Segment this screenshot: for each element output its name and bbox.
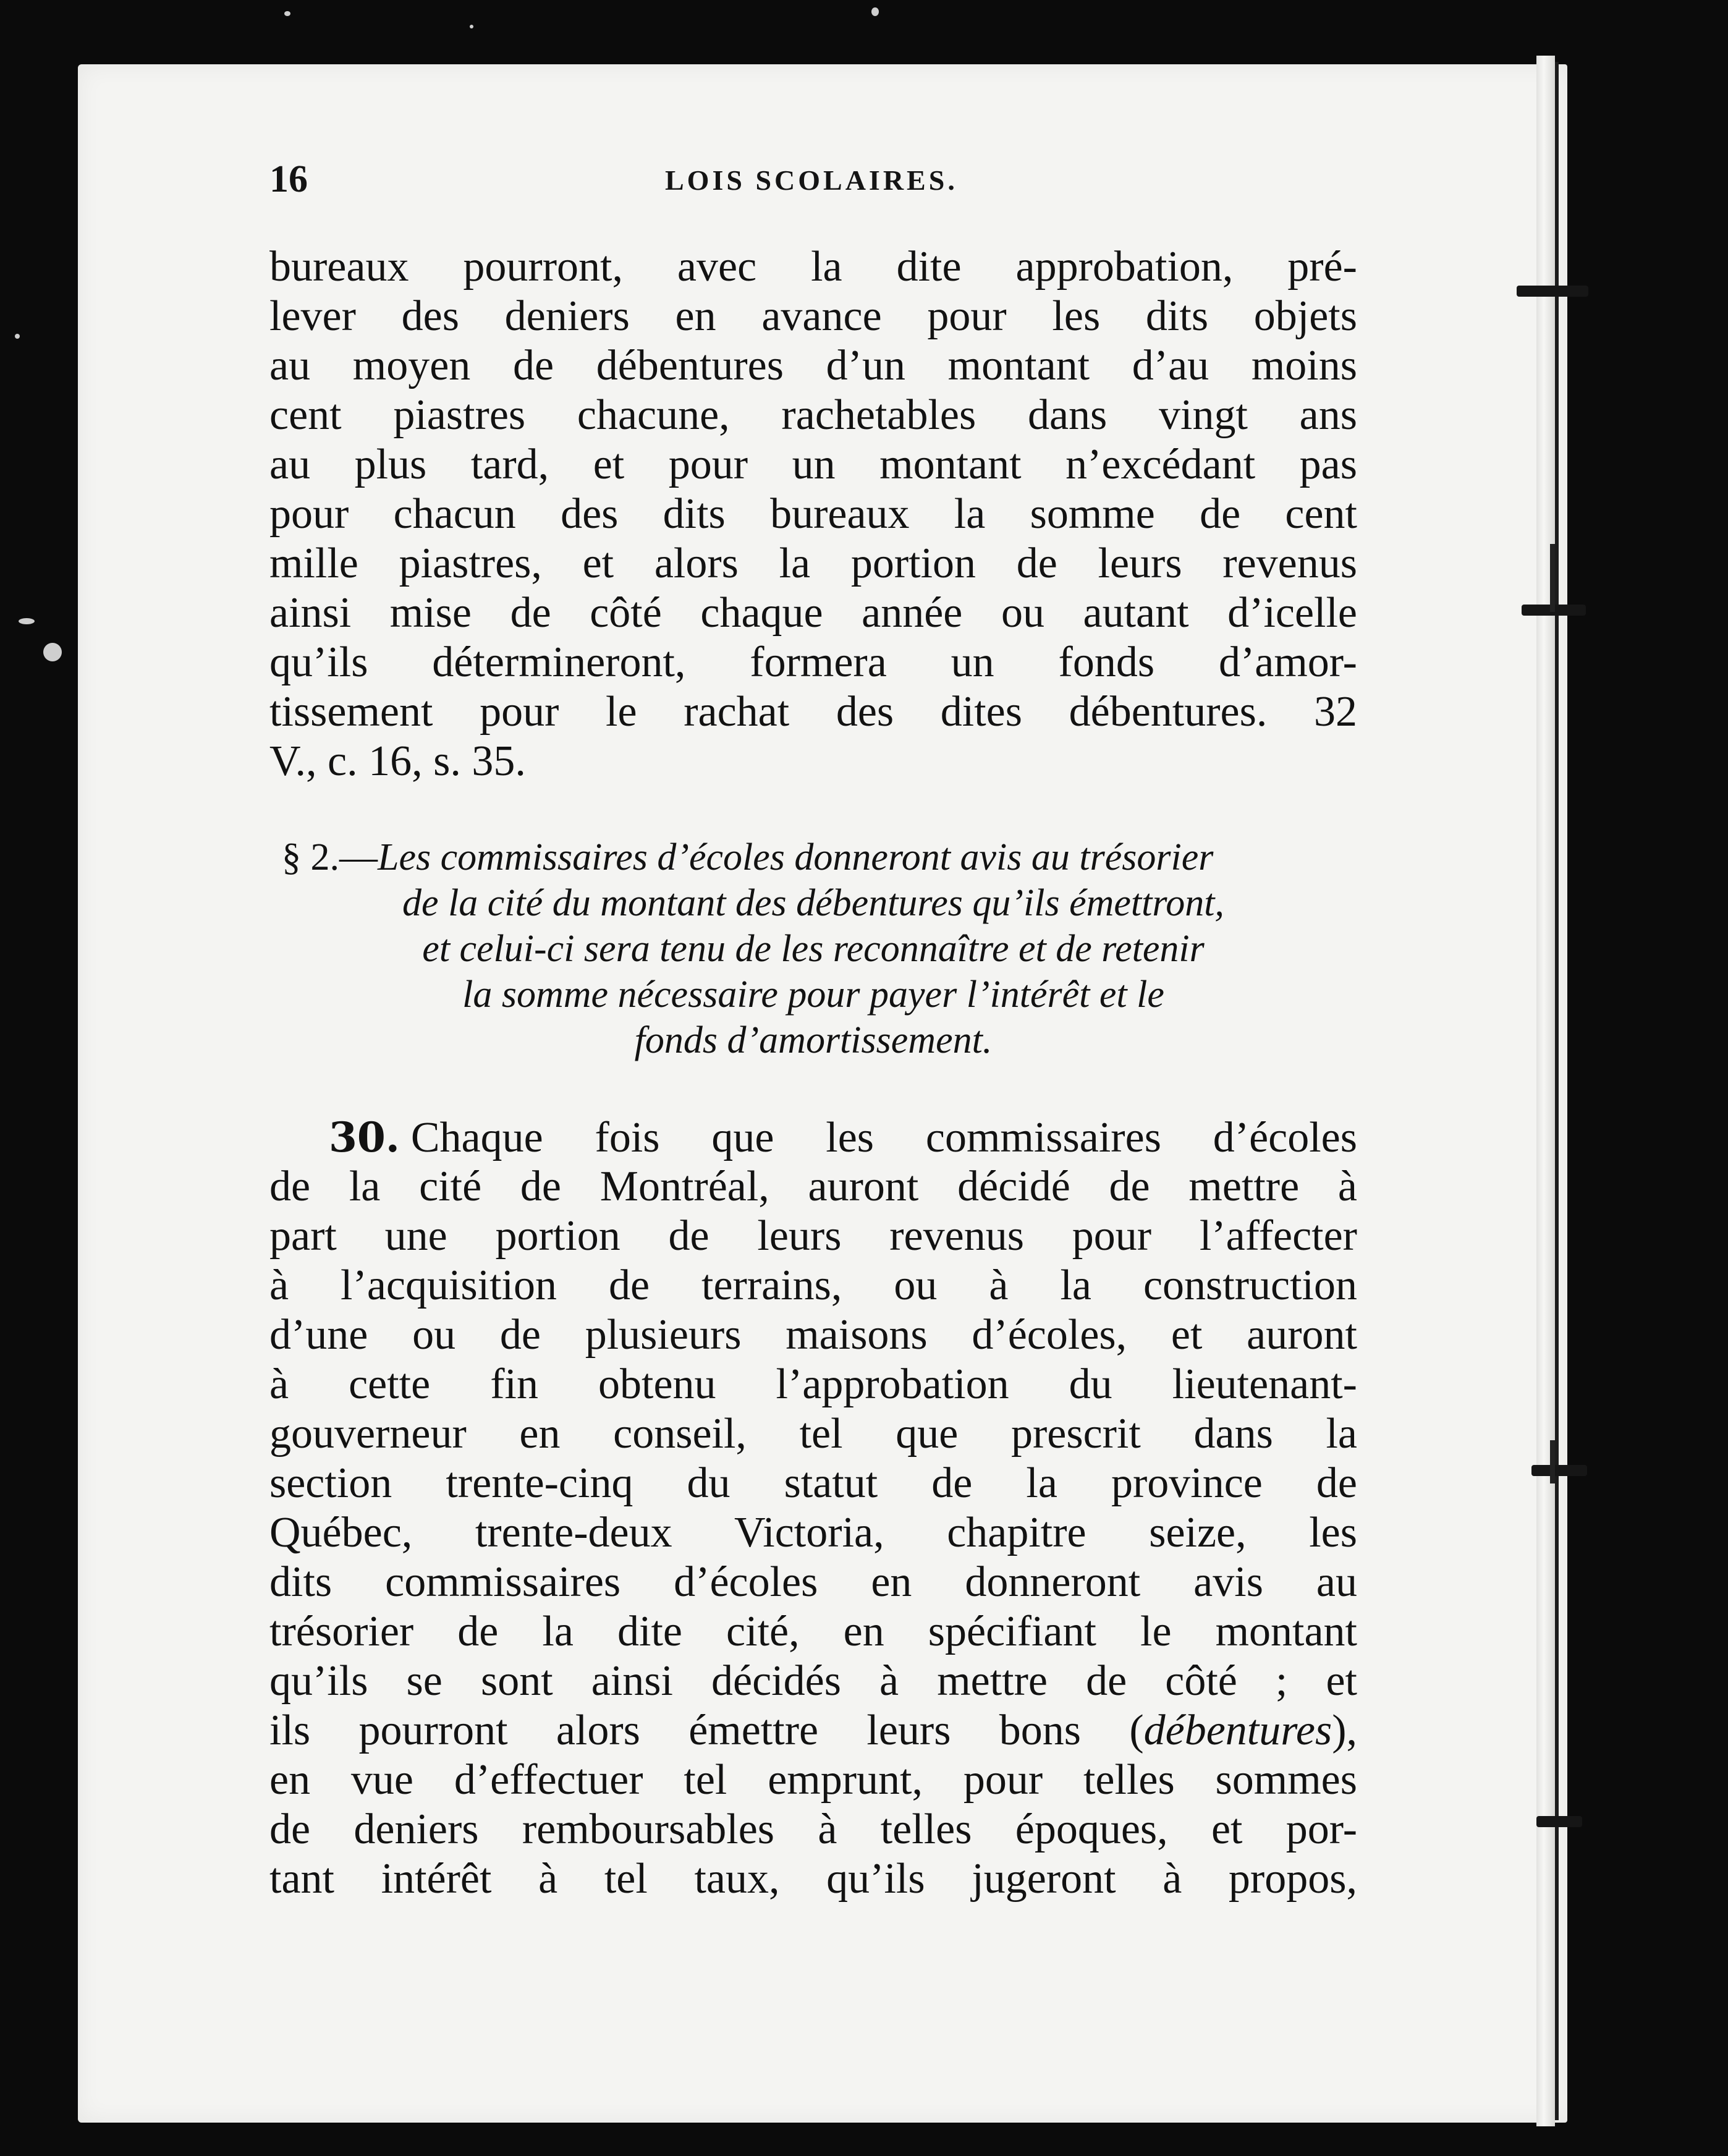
note-line: la somme nécessaire pour payer l’intérêt et le <box>462 974 1164 1016</box>
note-line <box>269 834 1357 880</box>
binding-rule <box>1555 62 1559 2120</box>
text-line: en vue d’effectuer tel emprunt, pour telles sommes <box>269 1756 1357 1804</box>
binding-stitch <box>1517 286 1588 297</box>
text-line: de la cité de Montréal, auront décidé de mettre à <box>269 1163 1357 1210</box>
dust-speck <box>15 334 20 339</box>
text-line: à cette fin obtenu l’approbation du lieutenant- <box>269 1360 1357 1408</box>
text-line: au plus tard, et pour un montant n’excédant pas <box>269 441 1357 488</box>
binding-stitch <box>1531 1465 1587 1476</box>
text-line: lever des deniers en avance pour les dits objets <box>269 292 1357 340</box>
binding-thread <box>1550 1440 1555 1483</box>
note-line: de la cité du montant des débentures qu’ils émettront, <box>402 882 1224 924</box>
text-line: au moyen de débentures d’un montant d’au moins <box>269 342 1357 389</box>
amendment-note <box>269 834 1357 1063</box>
running-head <box>269 158 1017 213</box>
emphasis-debentures: débentures <box>1143 1707 1332 1754</box>
text-line: cent piastres chacune, rachetables dans vingt ans <box>269 391 1357 439</box>
article-first-line: Chaque fois que les commissaires d’écoles <box>410 1114 1357 1161</box>
section-sign: § 2.— <box>282 836 378 878</box>
article-30 <box>269 1113 1357 1904</box>
note-line: et celui-ci sera tenu de les reconnaître et de retenir <box>422 928 1205 970</box>
text-line <box>269 1113 1357 1162</box>
page-number: 16 <box>269 158 308 200</box>
dust-speck <box>43 643 62 661</box>
binding-stitch <box>1536 1816 1582 1827</box>
text-fragment: ), <box>1332 1707 1357 1754</box>
text-line: part une portion de leurs revenus pour l’affecter <box>269 1212 1357 1260</box>
text-line: ainsi mise de côté chaque année ou autant d’icelle <box>269 589 1357 637</box>
text-line <box>269 1706 1357 1755</box>
text-line: pour chacun des dits bureaux la somme de cent <box>269 490 1357 538</box>
text-line: Québec, trente-deux Victoria, chapitre seize, les <box>269 1509 1357 1556</box>
dust-speck <box>871 7 879 16</box>
article-number: 30. <box>329 1113 400 1161</box>
dust-speck <box>470 25 473 28</box>
continued-paragraph <box>269 242 1357 786</box>
note-line: fonds d’amortissement. <box>634 1019 993 1061</box>
text-line: bureaux pourront, avec la dite approbation, pré- <box>269 243 1357 291</box>
text-line: mille piastres, et alors la portion de leurs revenus <box>269 540 1357 587</box>
text-line: section trente-cinq du statut de la province de <box>269 1459 1357 1507</box>
text-line: qu’ils se sont ainsi décidés à mettre de côté ; et <box>269 1657 1357 1705</box>
text-line: qu’ils détermineront, formera un fonds d’amor- <box>269 639 1357 686</box>
dust-speck <box>19 618 35 624</box>
text-line: gouverneur en conseil, tel que prescrit dans la <box>269 1410 1357 1458</box>
dust-speck <box>284 11 290 16</box>
text-line: de deniers remboursables à telles époques, et por- <box>269 1806 1357 1853</box>
text-line: trésorier de la dite cité, en spécifiant le montant <box>269 1608 1357 1655</box>
text-line: d’une ou de plusieurs maisons d’écoles, et auront <box>269 1311 1357 1359</box>
text-line: dits commissaires d’écoles en donneront avis au <box>269 1558 1357 1606</box>
page-body <box>269 242 1357 1904</box>
text-line: tant intérêt à tel taux, qu’ils jugeront à propos, <box>269 1855 1357 1903</box>
text-line: tissement pour le rachat des dites débentures. 32 <box>269 688 1357 736</box>
running-title: LOIS SCOLAIRES. <box>665 164 958 196</box>
binding-thread <box>1550 544 1555 612</box>
text-line: à l’acquisition de terrains, ou à la construction <box>269 1262 1357 1309</box>
note-text: Les commissaires d’écoles donneront avis au trésorier <box>378 836 1214 878</box>
text-fragment: ils pourront alors émettre leurs bons ( <box>269 1707 1144 1754</box>
text-line: V., c. 16, s. 35. <box>269 737 526 785</box>
